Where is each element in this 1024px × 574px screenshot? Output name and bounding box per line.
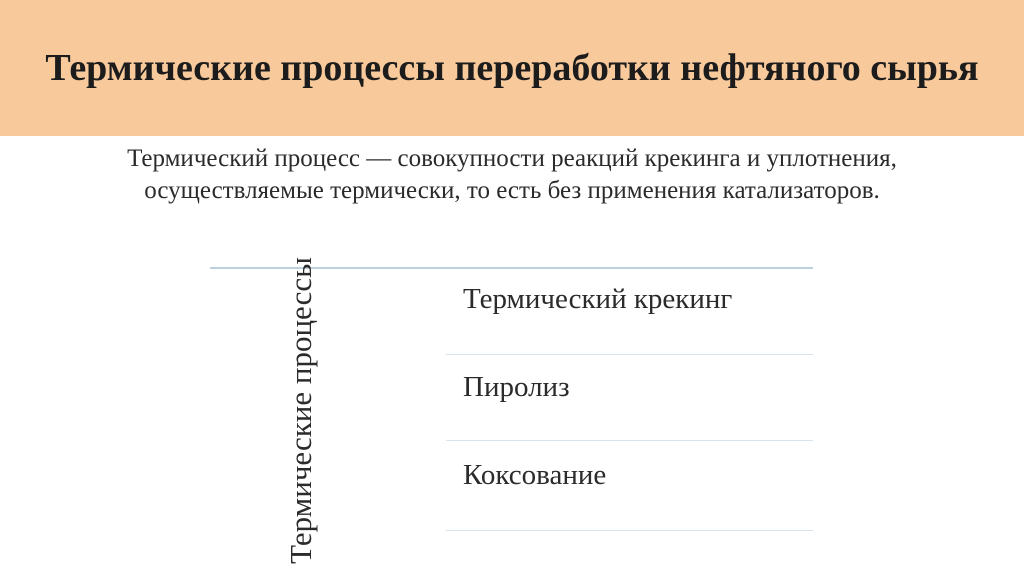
title-banner <box>0 0 1024 136</box>
group-label <box>230 256 370 564</box>
group-label-text: Термические процессы <box>282 256 318 564</box>
list-item-coking: Коксование <box>446 441 813 531</box>
definition-text: Термический процесс — совокупности реакций крекинга и уплотнения, осуществляемые термически, то есть без применения катализаторов. <box>127 145 897 204</box>
list-item-pyrolysis: Пиролиз <box>446 355 813 441</box>
list-item-thermal-cracking: Термический крекинг <box>446 269 813 355</box>
slide-title: Термические процессы переработки нефтяного сырья <box>45 47 979 89</box>
process-list <box>446 269 813 531</box>
